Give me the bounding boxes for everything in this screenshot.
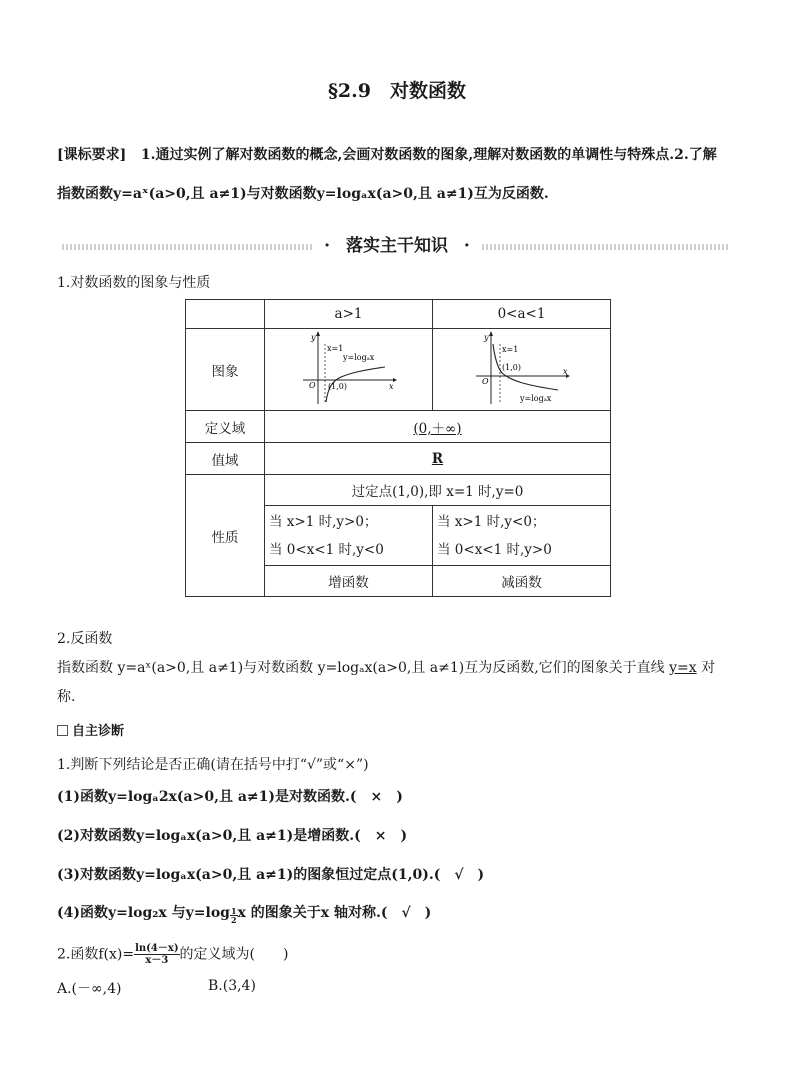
section-2-line-2: 称. <box>57 689 76 705</box>
base-numerator: 1 <box>230 906 237 916</box>
option-b: B.(3,4) <box>208 978 256 994</box>
row-label-graph: 图象 <box>186 329 265 411</box>
right-prop-2: 当 0<x<1 时,y>0 <box>437 541 552 558</box>
graph-point-label: (1,0) <box>327 381 347 391</box>
y-axis-arrow-icon <box>316 331 320 336</box>
statement-4-start: (4)函数y=log₂x 与y=log <box>57 905 230 921</box>
graph-asymptote-label: x=1 <box>326 343 343 353</box>
domain-value: (0,＋∞) <box>265 411 611 443</box>
graph-origin-label: O <box>308 380 316 390</box>
section-banner: · 落实主干知识 · <box>0 231 794 256</box>
requirements-line-1 <box>57 144 717 164</box>
graph-curve-label: y=logₐx <box>519 393 551 403</box>
square-icon <box>57 725 68 736</box>
table-corner <box>186 300 265 329</box>
graph-y-label: y <box>483 332 489 342</box>
statement-2: (2)对数函数y=logₐx(a>0,且 a≠1)是增函数.( × ) <box>57 828 408 844</box>
property-table <box>185 299 611 597</box>
question-2-start: 2.函数f(x)= <box>57 946 135 963</box>
graph-origin-label: O <box>481 376 489 386</box>
props-increasing <box>265 506 433 566</box>
graph-point-label: (1,0) <box>501 362 521 372</box>
question-1: 1.判断下列结论是否正确(请在括号中打“√”或“×”) <box>57 757 369 773</box>
log-graph-increasing <box>299 330 399 406</box>
statement-1: (1)函数y=logₐ2x(a>0,且 a≠1)是对数函数.( × ) <box>57 789 403 805</box>
section-2-answer: y=x <box>669 660 697 676</box>
question-2 <box>57 943 288 966</box>
log-base-fraction <box>230 907 238 924</box>
section-2-line-1 <box>57 657 715 677</box>
fraction-denominator: x－3 <box>145 955 169 966</box>
page-title: §2.9 对数函数 <box>328 80 466 102</box>
requirements-line-2: 指数函数y=aˣ(a>0,且 a≠1)与对数函数y=logₐx(a>0,且 a≠1)互为反函数. <box>57 186 549 202</box>
section-2-tail: 对 <box>701 660 716 676</box>
base-denominator: 2 <box>230 915 237 925</box>
graph-decreasing <box>433 329 611 411</box>
statement-4-end: x 的图象关于x 轴对称.( √ ) <box>237 905 432 921</box>
statement-4 <box>57 902 431 924</box>
header-a-gt-1: a>1 <box>265 300 433 329</box>
graph-asymptote-label: x=1 <box>501 344 518 354</box>
row-label-properties: 性质 <box>186 475 265 597</box>
mono-increasing: 增函数 <box>265 566 433 597</box>
graph-increasing <box>265 329 433 411</box>
section-2-title: 2.反函数 <box>57 631 113 647</box>
statement-3: (3)对数函数y=logₐx(a>0,且 a≠1)的图象恒过定点(1,0).( √ ) <box>57 867 485 883</box>
header-a-lt-1: 0<a<1 <box>433 300 611 329</box>
diagnosis-heading <box>57 720 124 739</box>
log-graph-decreasing <box>472 330 572 406</box>
option-a: A.(－∞,4) <box>57 981 122 997</box>
right-prop-1: 当 x>1 时,y<0； <box>437 513 546 530</box>
graph-x-label: x <box>562 366 568 376</box>
section-1-title: 1.对数函数的图象与性质 <box>57 275 211 291</box>
function-fraction <box>134 943 179 966</box>
row-label-domain: 定义域 <box>186 411 265 443</box>
banner-text: 落实主干知识 <box>336 236 458 256</box>
requirements-text-1: 1.通过实例了解对数函数的概念,会画对数函数的图象,理解对数函数的单调性与特殊点.2.了解 <box>140 147 717 163</box>
fraction-numerator: ln(4－x) <box>135 943 179 954</box>
range-value: R <box>265 443 611 475</box>
fixed-point: 过定点(1,0),即 x=1 时,y=0 <box>265 475 611 506</box>
props-decreasing <box>433 506 611 566</box>
question-2-end: 的定义域为( ) <box>179 946 289 963</box>
y-axis-arrow-icon <box>489 331 493 336</box>
mono-decreasing: 减函数 <box>433 566 611 597</box>
row-label-range: 值域 <box>186 443 265 475</box>
graph-x-label: x <box>388 381 394 391</box>
left-prop-1: 当 x>1 时,y>0； <box>269 513 378 530</box>
x-axis-arrow-icon <box>393 378 397 382</box>
diagnosis-title: 自主诊断 <box>72 724 125 739</box>
graph-curve-label: y=logₐx <box>342 352 374 362</box>
requirements-label: [课标要求] <box>57 147 127 163</box>
section-2-text: 指数函数 y=aˣ(a>0,且 a≠1)与对数函数 y=logₐx(a>0,且 a≠1)互为反函数,它们的图象关于直线 <box>57 660 665 676</box>
left-prop-2: 当 0<x<1 时,y<0 <box>269 541 384 558</box>
graph-y-label: y <box>310 332 316 342</box>
